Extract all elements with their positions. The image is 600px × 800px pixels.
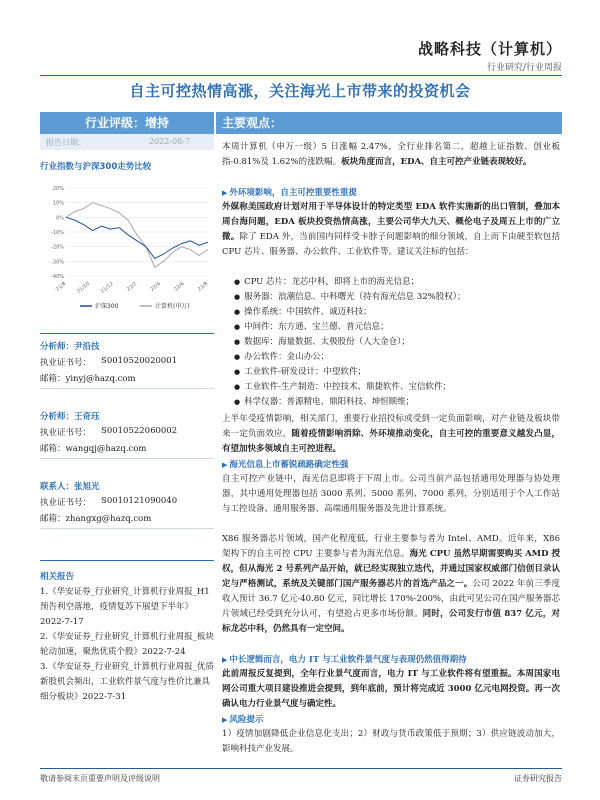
hygon-p2-d: 同时，公司发行市值 837 亿元，对标龙芯中科，仍然具有一定空间。 [222,609,560,634]
analyst-email[interactable]: wangqj@hazq.com [65,444,147,454]
chart-series-line [66,203,208,268]
analyst-header [40,410,214,422]
section-external-env-bold: 外媒称美国政府计划对用于半导体设计的特定类型 EDA 软件实施新的出口管制，叠加本周台海问题，EDA 板块投资热情高涨，主要公司华大九天、概伦电子及周五上市的广立微。 [222,202,560,242]
tail-bold: 随着疫情影响消除、外环境推动变化，自主可控的重要意义越发凸显，有望加快多领域自主可控进程。 [222,429,560,454]
chart-section-title: 行业指数与沪深300走势比较 [40,162,152,172]
intro-bold: 板块角度而言，EDA、自主可控产业链表现较好。 [341,157,532,167]
email-label: 邮箱： [40,374,66,384]
recommend-item: ● 数据库：海量数据、太极股份（人大金仓）； [222,335,560,350]
chart-y-tick-label: -30% [51,259,64,266]
cert-label: 执业证书号： [40,358,92,368]
chart-y-tick-label: -10% [51,230,64,236]
cert-label: 执业证书号： [40,428,92,438]
analyst-role: 联系人： [40,482,75,492]
analyst-separator [40,388,214,389]
risk-body: 1）疫情加剧降低企业信息化支出；2）财政与货币政策低于预期；3）供应链波动加大，影响科技产业发展。 [222,729,560,754]
chart-series-line [66,217,208,258]
analyst-divider [40,333,214,334]
hygon-p2-a: X86 服务器芯片领域，国产化程度低，行业主要参与者为 Intel、AMD。近年来，X86 架构下的自主可控 CPU 主要参与者为海光信息。 [222,534,560,559]
analyst-header [40,340,214,352]
cert-label: 执业证书号： [40,498,92,508]
analyst-cert [40,496,214,508]
recommend-item: ● 办公软件：金山办公； [222,350,560,365]
chart-y-tick-label: 0% [56,215,64,222]
risk-title: ▶ 风险提示 [222,712,560,728]
section-external-env-tail [222,412,560,457]
cert-number: S0010520020001 [101,356,178,366]
analyst-email[interactable]: zhangxg@hazq.com [65,514,152,524]
hygon-p2-b: 海光 CPU 虽然早期需要购买 AMD 授权，但从海光 2 号系列产品开始，就已经实现独立迭代，并通过国家权威部门信创目录认定与严格测试，系统及关键部门国产服务器芯片的首选产品之一。 [222,549,560,589]
section-external-env-title: ▶ 外环境影响，自主可控重要性重提 [222,185,560,201]
analyst-cert [40,356,214,368]
analyst-email-row [40,372,214,384]
email-label: 邮箱： [40,514,66,524]
recommend-item: ● CPU 芯片：龙芯中科，即将上市的海光信息； [222,275,560,290]
related-reports-title: 相关报告 [40,572,75,582]
section-power-it-title: ▶ 中长逻辑而言，电力 IT 与工业软件景气度与表现仍然值得期待 [222,652,560,668]
chart-legend-label: 沪深300 [95,303,119,310]
header-title: 战略科技（计算机） [417,40,562,58]
rating-bar: 行业评级：增持 [40,112,214,134]
report-title: 自主可控热情高涨，关注海光上市带来的投资机会 [129,82,471,100]
recommend-item: ● 操作系统：中国软件、诚迈科技； [222,305,560,320]
analyst-email[interactable]: yinyj@hazq.com [65,374,136,384]
chart-y-tick-label: 10% [52,200,64,207]
related-report-item[interactable]: 2.《华安证券_行业研究_计算机行业周报_板块轮动加速，聚焦优质个股》2022-7-24 [40,632,214,657]
key-points-bar: 主要观点： [216,112,562,134]
header-subtitle: 行业研究/行业周报 [486,63,562,73]
footer-disclaimer[interactable]: 敬请参阅末页重要声明及评级说明 [40,774,160,783]
recommend-item: ● 中间件：东方通、宝兰德、普元信息； [222,320,560,335]
analyst-role: 分析师： [40,412,75,422]
chart-x-tick-label: 22/8 [196,280,210,293]
analyst-name: 尹沿技 [74,342,100,352]
section-external-env-body [222,200,560,260]
analyst-cert [40,426,214,438]
chart-x-tick-label: 21/8 [54,280,68,293]
report-date-value: 2022-08-7 [148,137,190,146]
recommend-item: ● 工业软件-研发设计：中望软件； [222,365,560,380]
footer-label: 证券研究报告 [514,774,562,783]
chart-x-tick-label: 22/4 [149,280,162,293]
chart-y-tick-label: -20% [51,244,64,251]
section-hygon-title: ▶ 海光信息上市蓄锐疏路确定性强 [222,457,560,473]
intro-text: 本周计算机（申万一级）5 日涨幅 2.47%，全行业排名第二，超越上证指数、创业板指-0.81%及 1.62%的涨跌幅。 [222,142,560,167]
related-report-item[interactable]: 1.《华安证券_行业研究_计算机行业周报_H1 预告利空落地，疫情复苏下展望下半年》2022-7-17 [40,587,210,627]
related-report-item[interactable]: 3.《华安证券_行业研究_计算机行业周报_优质新股机会频出，工业软件景气度与性价比兼具细分板块》2022-7-31 [40,662,214,702]
recommend-item: ● 工业软件-生产制造：中控技术、鼎捷软件、宝信软件； [222,380,560,395]
tail-text: 上半年受疫情影响，相关部门，重要行业招投标或受到一定负面影响，对产业链及板块带来一定负面效应， [222,414,560,439]
recommend-item: ● 服务器：浪潮信息、中科曙光（持有海光信息 32%股权）； [222,290,560,305]
recommend-list [222,275,560,410]
chart-x-tick-label: 22/6 [173,280,186,293]
analyst-email-row [40,442,214,454]
chart-y-tick-label: -40% [51,274,64,280]
index-comparison-chart [40,180,214,320]
chart-x-tick-label: 22/2 [125,280,139,293]
report-date-bar [40,134,214,150]
email-label: 邮箱： [40,444,66,454]
analyst-email-row [40,512,214,524]
related-reports-list [40,585,214,705]
section-external-env-text: 除了 EDA 外，当前国内同样受卡脖子问题影响的细分领域，自上而下由硬至软包括 CPU 芯片、服务器、办公软件、工业软件等。建议关注标的包括： [222,232,560,257]
analyst-separator [40,528,214,529]
chart-x-tick-label: 21/10 [76,280,91,295]
cert-number: S0010522060002 [101,426,178,436]
analyst-name: 王奇珏 [74,412,100,422]
section-hygon-p2 [222,532,560,637]
footer-divider [40,768,562,769]
analyst-name: 张旭光 [74,482,100,492]
section-hygon-p1: 自主可控产业链中，海光信息即将于下周上市。公司当前产品包括通用处理器与协处理器，其中通用处理器包括 3000 系列、5000 系列、7000 系列，分别适用于个人工作站与工控设备、通用服务器、高端通用服务器及先进计算系统。 [222,474,560,514]
analyst-header [40,480,214,492]
analyst-separator [40,458,214,459]
report-date-label: 报告日期： [46,138,86,147]
chart-y-tick-label: 20% [52,186,64,192]
related-divider [40,560,214,561]
intro-paragraph [222,140,560,170]
analyst-role: 分析师： [40,342,75,352]
cert-number: S0010121090040 [101,496,178,506]
recommend-item: ● 科学仪器：普源精电、鼎阳科技、坤恒顺维； [222,395,560,410]
hygon-p2-c: 公司 2022 年前三季度收入预计 36.7 亿元-40.80 亿元，同比增长 170%-200%，由此可见公司在国产服务器芯片领域已经受到充分认可，有望抢占更多市场份额。 [222,579,560,619]
section-power-it-body: 此前周报反复提到，全年行业景气度而言，电力 IT 与工业软件将有望重振。本周国家电网公司重大项目建设推进会提到，到年底前，预计将完成近 3000 亿元电网投资。再一次确认电力行业景气度与确定性。 [222,669,560,709]
chart-legend-label: 计算机(申万) [155,303,190,310]
header-divider [40,75,562,76]
chart-x-tick-label: 21/12 [99,280,115,295]
